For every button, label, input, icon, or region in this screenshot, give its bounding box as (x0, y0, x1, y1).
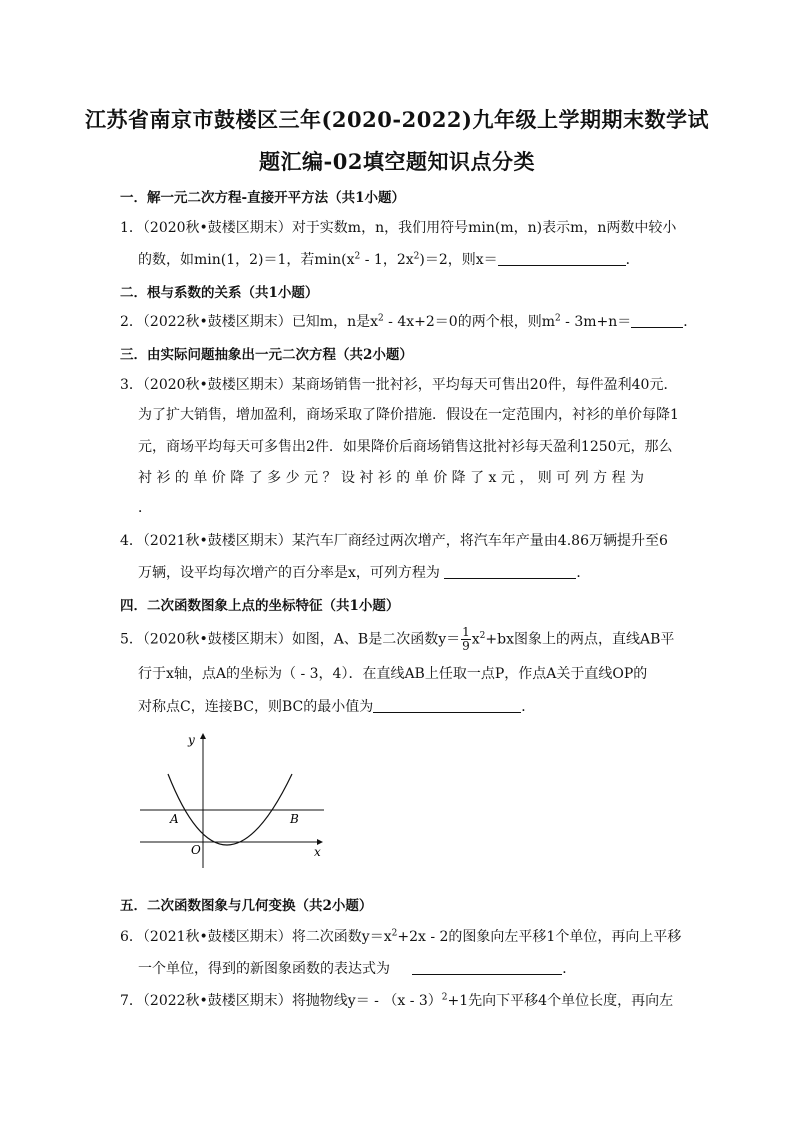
question-text: x (471, 631, 480, 648)
superscript: 2 (391, 928, 398, 939)
question-6-line-1 (120, 926, 681, 946)
question-end: ． (521, 699, 536, 715)
question-5-line-1 (120, 626, 674, 653)
answer-blank[interactable] (444, 564, 576, 579)
answer-blank[interactable] (412, 960, 562, 975)
superscript: 2 (354, 251, 361, 262)
question-3-line-1 (120, 374, 677, 394)
question-number: 7． (120, 993, 143, 1009)
answer-blank[interactable] (498, 251, 626, 266)
question-1-line-1 (120, 217, 676, 237)
question-number: 2． (120, 314, 143, 330)
question-number: 6． (120, 929, 143, 945)
question-2-line-1 (120, 311, 697, 331)
question-end: ． (683, 314, 698, 330)
question-text: - 3m+n＝ (560, 314, 632, 330)
question-text: +1先向下平移4个单位长度，再向左 (447, 993, 674, 1009)
question-text: 将抛物线y＝ - （x - 3） (291, 993, 442, 1009)
superscript: 2 (441, 992, 448, 1003)
answer-blank[interactable] (373, 698, 521, 713)
question-source: （2022秋•鼓楼区期末） (142, 993, 292, 1009)
question-text: 将二次函数y＝x (291, 929, 392, 945)
question-text: 某汽车厂商经过两次增产，将汽车年产量由4.86万辆提升至6 (291, 533, 668, 549)
question-text: +bx图象上的两点，直线AB平 (485, 631, 675, 648)
question-1-line-2 (138, 249, 640, 269)
superscript: 2 (413, 251, 420, 262)
question-5-line-2: 行于x轴，点A的坐标为（ - 3，4）．在直线AB上任取一点P，作点A关于直线OP的 (138, 666, 648, 682)
question-end: ． (576, 565, 591, 581)
question-text: 一个单位，得到的新图象函数的表达式为 (138, 961, 390, 977)
point-b-label: B (290, 812, 299, 826)
parabola-figure (140, 730, 330, 870)
question-3-line-3: 元，商场平均每天可多售出2件．如果降价后商场销售这批衬衫每天盈利1250元，那么 (138, 439, 673, 455)
question-text: 已知m，n是x (291, 314, 378, 330)
question-number: 3． (120, 377, 143, 393)
question-3-line-4: 衬 衫 的 单 价 降 了 多 少 元 ？ 设 衬 衫 的 单 价 降 了 x 元 ， 则 可 列 方 程 为 (138, 470, 645, 486)
question-text: 的数，如min(1，2)＝1，若min(x (138, 252, 355, 268)
question-source: （2020秋•鼓楼区期末） (142, 631, 292, 648)
question-number: 1． (120, 220, 143, 236)
question-text: 对于实数m，n，我们用符号min(m，n)表示m，n两数中较小 (291, 220, 677, 236)
question-text: - 1，2x (360, 252, 414, 268)
question-5-line-3 (138, 696, 535, 716)
superscript: 2 (555, 313, 561, 324)
section-heading-3: 三．由实际问题抽象出一元二次方程（共2小题） (120, 347, 413, 363)
superscript: 2 (378, 313, 384, 324)
question-source: （2022秋•鼓楼区期末） (142, 314, 292, 330)
document-title-line1: 江苏省南京市鼓楼区三年(2020-2022)九年级上学期期末数学试 (85, 107, 709, 132)
question-source: （2021秋•鼓楼区期末） (142, 533, 292, 549)
question-text: 万辆，设平均每次增产的百分率是x，可列方程为 (138, 565, 440, 581)
question-source: （2021秋•鼓楼区期末） (142, 929, 292, 945)
question-text: 对称点C，连接BC，则BC的最小值为 (138, 699, 374, 715)
question-text: - 4x+2＝0的两个根，则m (383, 314, 555, 330)
section-heading-4: 四．二次函数图象上点的坐标特征（共1小题） (120, 598, 400, 614)
origin-label: O (191, 843, 201, 857)
answer-blank[interactable] (631, 313, 683, 328)
question-7-line-1 (120, 990, 673, 1010)
question-source: （2020秋•鼓楼区期末） (142, 377, 292, 393)
y-axis-label: y (188, 733, 195, 747)
question-text: )＝2，则x＝ (419, 252, 498, 268)
question-text: 如图，A、B是二次函数y＝ (291, 631, 461, 648)
question-number: 4． (120, 533, 143, 549)
question-3-line-5: ． (138, 500, 152, 516)
question-text: 某商场销售一批衬衫，平均每天可售出20件，每件盈利40元． (291, 377, 678, 393)
question-6-line-2 (138, 958, 576, 978)
point-a-label: A (170, 812, 179, 826)
question-end: ． (562, 961, 577, 977)
question-number: 5． (120, 631, 143, 648)
question-3-line-2: 为了扩大销售，增加盈利，商场采取了降价措施．假设在一定范围内，衬衫的单价每降1 (138, 407, 679, 423)
x-axis-label: x (314, 845, 321, 859)
question-4-line-2 (138, 562, 590, 582)
question-text: +2x - 2的图象向左平移1个单位，再向上平移 (397, 929, 682, 945)
question-source: （2020秋•鼓楼区期末） (142, 220, 292, 236)
section-heading-2: 二．根与系数的关系（共1小题） (120, 285, 319, 301)
fraction (461, 626, 471, 653)
question-4-line-1 (120, 530, 668, 550)
fraction-numerator: 1 (462, 625, 470, 639)
section-heading-1: 一．解一元二次方程-直接开平方法（共1小题） (120, 190, 405, 206)
document-title-line2: 题汇编-02填空题知识点分类 (259, 149, 535, 174)
fraction-denominator: 9 (462, 639, 470, 653)
question-end: ． (625, 252, 640, 268)
superscript: 2 (479, 630, 486, 641)
section-heading-5: 五．二次函数图象与几何变换（共2小题） (120, 898, 373, 914)
